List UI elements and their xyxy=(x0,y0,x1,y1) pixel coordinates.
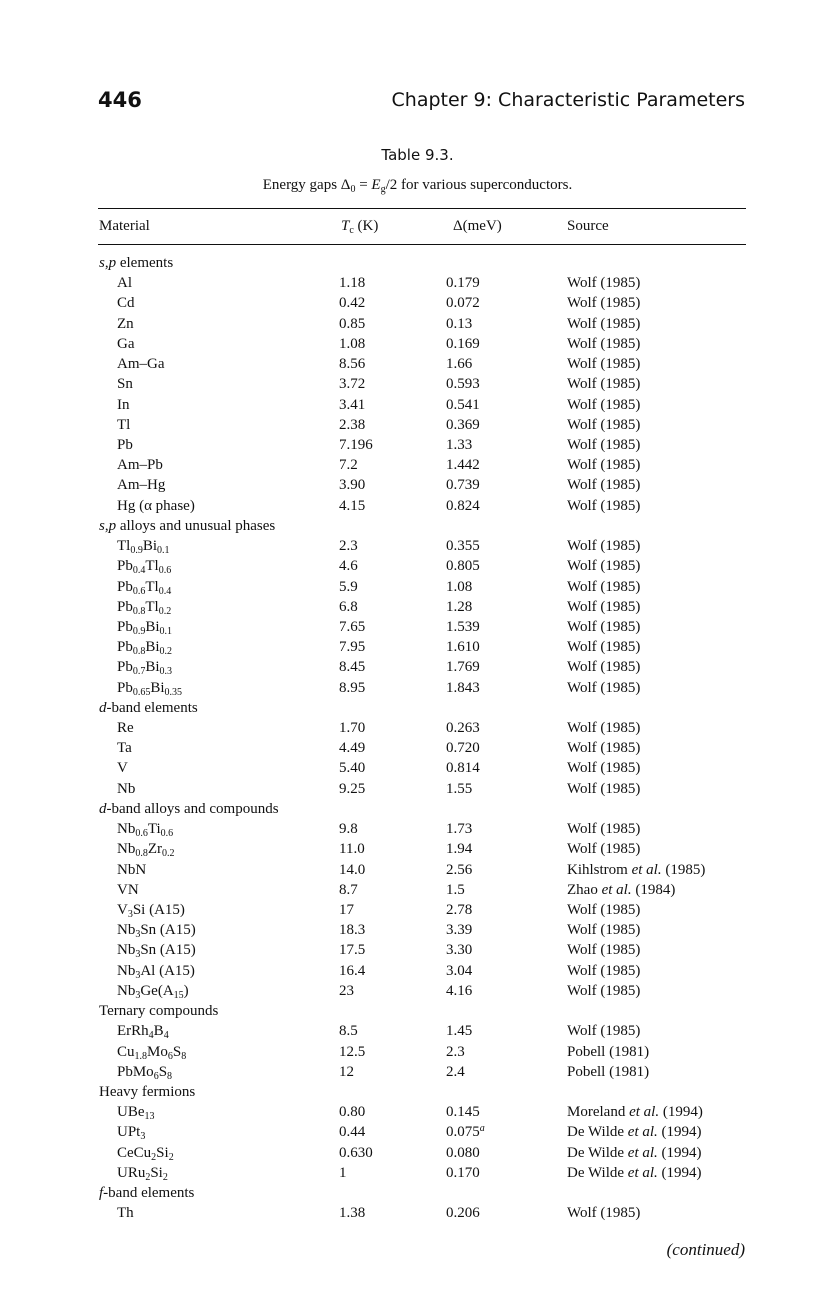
group-label: Heavy fermions xyxy=(99,1083,196,1100)
material-cell: $Pb_{0.65}Bi_{0.35}$ xyxy=(117,679,183,698)
tc-cell: 5.9 xyxy=(339,578,358,595)
source-cell: Wolf (1985) xyxy=(567,457,641,474)
page-number: 446 xyxy=(98,88,142,112)
material-cell: Sn xyxy=(117,376,133,393)
gap-cell: 1.5 xyxy=(446,881,465,898)
source-cell: Wolf (1985) xyxy=(567,659,641,676)
material-cell: $Pb_{0.9}Bi_{0.1}$ xyxy=(117,618,173,637)
table-label: Table 9.3. xyxy=(381,146,454,164)
material-cell: Th xyxy=(117,1205,134,1222)
gap-cell: 1.73 xyxy=(446,821,473,838)
column-header-source: Source xyxy=(567,218,609,234)
tc-cell: 2.38 xyxy=(339,416,366,433)
table-row xyxy=(0,415,835,435)
source-cell: Wolf (1985) xyxy=(567,295,641,312)
source-cell: Wolf (1985) xyxy=(567,1205,641,1222)
tc-cell: 0.85 xyxy=(339,315,366,332)
material-cell: $Cu_{1.8}Mo_6S_8$ xyxy=(117,1043,187,1062)
material-cell: In xyxy=(117,396,130,413)
source-cell: De Wilde et al. (1994) xyxy=(567,1164,702,1181)
tc-cell: 1.08 xyxy=(339,335,366,352)
gap-cell: 2.56 xyxy=(446,861,473,878)
source-cell: Wolf (1985) xyxy=(567,578,641,595)
gap-cell: 1.610 xyxy=(446,639,480,656)
gap-cell: 2.3 xyxy=(446,1043,465,1060)
group-label: s,p alloys and unusual phases xyxy=(99,517,276,534)
source-cell: Wolf (1985) xyxy=(567,396,641,413)
tc-cell: 7.65 xyxy=(339,618,366,635)
table-row xyxy=(0,657,835,677)
material-cell: UBe$_{13}$ xyxy=(117,1104,155,1123)
source-cell: Wolf (1985) xyxy=(567,618,641,635)
table-row xyxy=(0,637,835,657)
tc-cell: 5.40 xyxy=(339,760,366,777)
tc-cell: 12 xyxy=(339,1063,354,1080)
source-cell: Wolf (1985) xyxy=(567,760,641,777)
table-row xyxy=(0,1163,835,1183)
tc-cell: 9.8 xyxy=(339,821,358,838)
table-group-header xyxy=(0,253,835,273)
tc-cell: 1.38 xyxy=(339,1205,366,1222)
material-cell: Ga xyxy=(117,335,135,352)
table-row xyxy=(0,839,835,859)
table-row xyxy=(0,1042,835,1062)
tc-cell: 0.42 xyxy=(339,295,366,312)
table-row xyxy=(0,678,835,698)
source-cell: Pobell (1981) xyxy=(567,1063,650,1080)
table-row xyxy=(0,475,835,495)
tc-cell: 17 xyxy=(339,902,354,918)
tc-cell: 0.630 xyxy=(339,1144,373,1161)
material-cell: $Nb_3Ge(A_{15})$ xyxy=(117,982,189,1001)
continued-note: (continued) xyxy=(666,1240,745,1259)
gap-cell: 0.824 xyxy=(446,497,480,514)
gap-cell: 1.442 xyxy=(446,457,480,474)
tc-cell: 8.56 xyxy=(339,356,366,373)
source-cell: Wolf (1985) xyxy=(567,902,641,918)
material-cell: $Pb_{0.7}Bi_{0.3}$ xyxy=(117,659,173,678)
tc-cell: 4.49 xyxy=(339,740,366,757)
material-cell: $Nb_3Sn$ (A15) xyxy=(117,942,196,961)
material-cell: Tl xyxy=(117,416,131,433)
table-row xyxy=(0,597,835,617)
tc-cell: 6.8 xyxy=(339,598,358,615)
group-label: d-band alloys and compounds xyxy=(99,800,279,817)
table-header-rule xyxy=(98,244,746,245)
tc-cell: 17.5 xyxy=(339,942,366,959)
gap-cell: 0.072 xyxy=(446,295,480,312)
gap-cell: 0.13 xyxy=(446,315,473,332)
tc-cell: 7.196 xyxy=(339,436,373,453)
table-row xyxy=(0,455,835,475)
tc-cell: 1.70 xyxy=(339,720,366,737)
table-group-header xyxy=(0,1183,835,1203)
table-row xyxy=(0,1143,835,1163)
material-cell: NbN xyxy=(117,861,147,878)
table-group-header xyxy=(0,1001,835,1021)
material-cell: Pb xyxy=(117,436,133,453)
column-header-gap: Δ(meV) xyxy=(453,218,502,234)
material-cell: Re xyxy=(117,720,134,737)
tc-cell: 4.15 xyxy=(339,497,366,514)
table-row xyxy=(0,1062,835,1082)
source-cell: Wolf (1985) xyxy=(567,477,641,494)
source-cell: Wolf (1985) xyxy=(567,780,641,797)
gap-cell: 0.080 xyxy=(446,1144,480,1161)
source-cell: Wolf (1985) xyxy=(567,1023,641,1040)
source-cell: Kihlstrom et al. (1985) xyxy=(567,861,706,878)
tc-cell: 1 xyxy=(339,1164,347,1181)
material-cell: $Nb_{0.6}Ti_{0.6}$ xyxy=(117,821,174,840)
tc-cell: 12.5 xyxy=(339,1043,366,1060)
gap-cell: 1.66 xyxy=(446,356,473,373)
table-group-header xyxy=(0,1082,835,1102)
source-cell: Wolf (1985) xyxy=(567,841,641,858)
tc-cell: 8.7 xyxy=(339,881,358,898)
material-cell: $ErRh_4B_4$ xyxy=(117,1023,169,1042)
source-cell: Wolf (1985) xyxy=(567,982,641,999)
table-row xyxy=(0,435,835,455)
tc-cell: 7.95 xyxy=(339,639,366,656)
table-row xyxy=(0,961,835,981)
source-cell: Zhao et al. (1984) xyxy=(567,881,676,898)
tc-cell: 0.80 xyxy=(339,1104,366,1121)
gap-cell: 0.179 xyxy=(446,275,480,292)
source-cell: Wolf (1985) xyxy=(567,376,641,393)
material-cell: $V_3Si$ (A15) xyxy=(117,902,185,920)
gap-cell: 1.55 xyxy=(446,780,473,797)
tc-cell: 3.72 xyxy=(339,376,366,393)
gap-cell: 0.170 xyxy=(446,1164,480,1181)
source-cell: Wolf (1985) xyxy=(567,740,641,757)
source-cell: Wolf (1985) xyxy=(567,720,641,737)
gap-cell: 0.720 xyxy=(446,740,480,757)
gap-cell: 0.805 xyxy=(446,558,480,575)
tc-cell: 16.4 xyxy=(339,962,366,979)
tc-cell: 11.0 xyxy=(339,841,365,858)
table-row xyxy=(0,334,835,354)
material-cell: $Pb_{0.8}Bi_{0.2}$ xyxy=(117,639,173,658)
material-cell: Nb xyxy=(117,780,136,797)
source-cell: Moreland et al. (1994) xyxy=(567,1104,703,1121)
material-cell: Zn xyxy=(117,315,134,332)
source-cell: De Wilde et al. (1994) xyxy=(567,1144,702,1161)
gap-cell: 0.739 xyxy=(446,477,480,494)
column-header-material: Material xyxy=(99,218,150,234)
material-cell: Cd xyxy=(117,295,135,312)
material-cell: $Tl_{0.9}Bi_{0.1}$ xyxy=(117,538,170,557)
table-group-header xyxy=(0,698,835,718)
gap-cell: 0.263 xyxy=(446,720,480,737)
table-row xyxy=(0,920,835,940)
source-cell: Wolf (1985) xyxy=(567,275,641,292)
gap-cell: 1.33 xyxy=(446,436,473,453)
material-cell: $URu_2Si_2$ xyxy=(117,1164,168,1183)
source-cell: Wolf (1985) xyxy=(567,679,641,696)
gap-cell: 0.814 xyxy=(446,760,480,777)
gap-cell: 3.04 xyxy=(446,962,473,979)
tc-cell: 8.95 xyxy=(339,679,366,696)
table-row xyxy=(0,536,835,556)
group-label: f-band elements xyxy=(99,1185,195,1202)
material-cell: Ta xyxy=(117,740,132,757)
source-cell: Wolf (1985) xyxy=(567,497,641,514)
material-cell: $Pb_{0.4}Tl_{0.6}$ xyxy=(117,558,172,577)
table-row xyxy=(0,496,835,516)
table-row xyxy=(0,395,835,415)
table-row xyxy=(0,738,835,758)
table-row xyxy=(0,1122,835,1142)
gap-cell: 0.355 xyxy=(446,538,480,555)
table-row xyxy=(0,314,835,334)
material-cell: Am–Ga xyxy=(117,356,165,373)
material-cell: Am–Pb xyxy=(117,457,163,474)
gap-cell: 4.16 xyxy=(446,982,473,999)
gap-cell: 0.169 xyxy=(446,335,480,352)
material-cell: $Pb_{0.8}Tl_{0.2}$ xyxy=(117,598,172,617)
tc-cell: 8.45 xyxy=(339,659,366,676)
table-group-header xyxy=(0,799,835,819)
source-cell: Wolf (1985) xyxy=(567,598,641,615)
table-row xyxy=(0,940,835,960)
tc-cell: 1.18 xyxy=(339,275,366,292)
group-label: s,p elements xyxy=(99,255,174,271)
material-cell: $Nb_3Sn$ (A15) xyxy=(117,922,196,941)
table-row xyxy=(0,1021,835,1041)
gap-cell: 0.369 xyxy=(446,416,480,433)
table-row xyxy=(0,819,835,839)
table-row xyxy=(0,354,835,374)
material-cell: Al xyxy=(117,275,132,292)
source-cell: De Wilde et al. (1994) xyxy=(567,1124,702,1141)
tc-cell: 8.5 xyxy=(339,1023,358,1040)
material-cell: V xyxy=(117,760,128,777)
table-group-header xyxy=(0,516,835,536)
gap-cell: 1.45 xyxy=(446,1023,473,1040)
table-body xyxy=(0,253,835,1224)
table-row xyxy=(0,758,835,778)
source-cell: Wolf (1985) xyxy=(567,962,641,979)
gap-cell: 1.28 xyxy=(446,598,473,615)
table-row xyxy=(0,880,835,900)
table-row xyxy=(0,577,835,597)
material-cell: Hg (α phase) xyxy=(117,497,195,514)
gap-cell: 0.206 xyxy=(446,1205,480,1222)
source-cell: Wolf (1985) xyxy=(567,821,641,838)
source-cell: Wolf (1985) xyxy=(567,538,641,555)
gap-cell: 1.539 xyxy=(446,618,480,635)
gap-cell: 0.075$^a$ xyxy=(446,1123,485,1141)
gap-cell: 2.4 xyxy=(446,1063,465,1080)
material-cell: $Pb_{0.6}Tl_{0.4}$ xyxy=(117,578,172,597)
table-row xyxy=(0,981,835,1001)
table-row xyxy=(0,1203,835,1223)
table-caption: Energy gaps $\Delta_0 = E_g/2$ for various superconductors. xyxy=(262,177,573,195)
gap-cell: 1.843 xyxy=(446,679,480,696)
source-cell: Wolf (1985) xyxy=(567,558,641,575)
table-row xyxy=(0,900,835,920)
table-row xyxy=(0,556,835,576)
group-label: d-band elements xyxy=(99,699,198,716)
source-cell: Wolf (1985) xyxy=(567,335,641,352)
group-label: Ternary compounds xyxy=(99,1003,219,1020)
source-cell: Wolf (1985) xyxy=(567,942,641,959)
gap-cell: 2.78 xyxy=(446,902,473,918)
material-cell: $CeCu_2Si_2$ xyxy=(117,1144,174,1163)
table-row xyxy=(0,860,835,880)
table-row xyxy=(0,1102,835,1122)
material-cell: Am–Hg xyxy=(117,477,166,494)
tc-cell: 3.41 xyxy=(339,396,366,413)
tc-cell: 23 xyxy=(339,982,354,999)
gap-cell: 3.39 xyxy=(446,922,473,939)
tc-cell: 18.3 xyxy=(339,922,366,939)
source-cell: Wolf (1985) xyxy=(567,356,641,373)
gap-cell: 1.769 xyxy=(446,659,480,676)
gap-cell: 0.145 xyxy=(446,1104,480,1121)
source-cell: Wolf (1985) xyxy=(567,922,641,939)
tc-cell: 4.6 xyxy=(339,558,358,575)
column-header-tc: $T_c$ (K) xyxy=(341,218,379,236)
material-cell: UPt$_3$ xyxy=(117,1124,146,1143)
gap-cell: 0.593 xyxy=(446,376,480,393)
gap-cell: 1.08 xyxy=(446,578,473,595)
chapter-title: Chapter 9: Characteristic Parameters xyxy=(391,89,745,111)
gap-cell: 1.94 xyxy=(446,841,473,858)
table-row xyxy=(0,273,835,293)
table-row xyxy=(0,779,835,799)
source-cell: Wolf (1985) xyxy=(567,436,641,453)
material-cell: $Nb_{0.8}Zr_{0.2}$ xyxy=(117,841,175,860)
table-row xyxy=(0,374,835,394)
material-cell: $Nb_3Al$ (A15) xyxy=(117,962,195,981)
material-cell: $PbMo_6S_8$ xyxy=(117,1063,173,1082)
gap-cell: 0.541 xyxy=(446,396,480,413)
source-cell: Pobell (1981) xyxy=(567,1043,650,1060)
table-row xyxy=(0,617,835,637)
material-cell: VN xyxy=(117,881,139,898)
tc-cell: 2.3 xyxy=(339,538,358,555)
gap-cell: 3.30 xyxy=(446,942,473,959)
tc-cell: 7.2 xyxy=(339,457,358,474)
tc-cell: 0.44 xyxy=(339,1124,366,1141)
table-row xyxy=(0,718,835,738)
tc-cell: 3.90 xyxy=(339,477,366,494)
table-row xyxy=(0,293,835,313)
source-cell: Wolf (1985) xyxy=(567,315,641,332)
table-top-rule xyxy=(98,208,746,209)
source-cell: Wolf (1985) xyxy=(567,416,641,433)
tc-cell: 14.0 xyxy=(339,861,366,878)
source-cell: Wolf (1985) xyxy=(567,639,641,656)
tc-cell: 9.25 xyxy=(339,780,366,797)
